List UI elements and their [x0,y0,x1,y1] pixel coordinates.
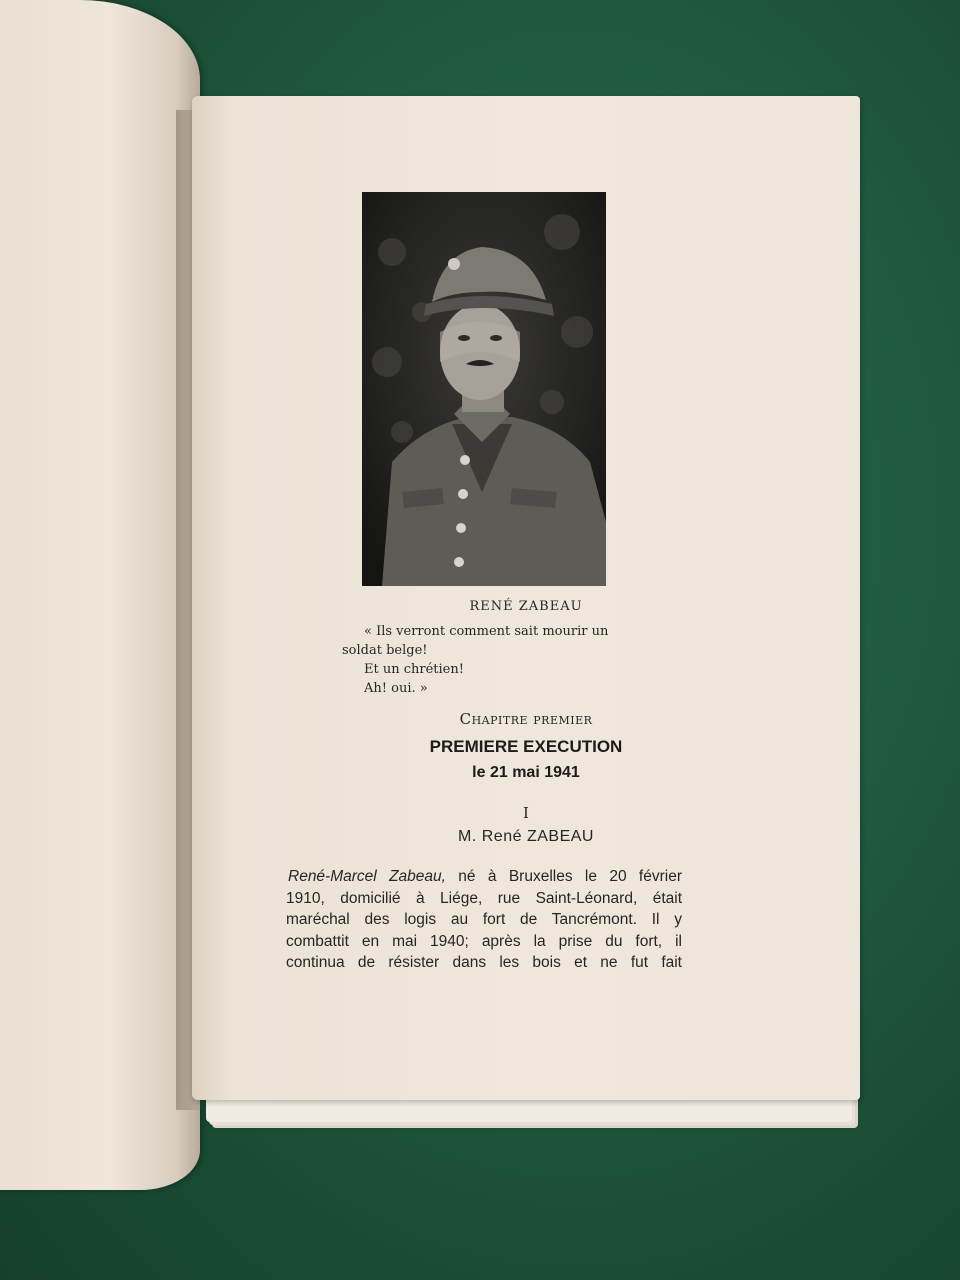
person-name: René-Marcel Zabeau, [288,868,446,885]
section-title: M. René ZABEAU [458,828,594,845]
quote-line: Et un chrétien! [364,662,464,677]
body-line [286,866,682,888]
body-line-text: né à Bruxelles le 20 février [445,868,682,885]
body-line: 1910, domicilié à Liége, rue Saint-Léonard, était [286,889,682,907]
soldier-portrait-image [362,192,606,586]
body-line: continua de résister dans les bois et ne fut fait [286,954,682,971]
left-page [0,0,200,1190]
photo-caption-quote [342,622,632,698]
quote-line: soldat belge! [342,643,428,658]
body-paragraph [286,866,682,974]
chapter-title: PREMIERE EXECUTION [429,737,623,756]
quote-line: « Ils verront comment sait mourir un [364,624,609,639]
chapter-label: Chapitre premier [459,710,593,728]
quote-line: Ah! oui. » [364,681,428,696]
section-number: I [523,804,529,822]
chapter-date: le 21 mai 1941 [472,764,580,781]
right-page [192,96,860,1100]
photo-caption-name: RENÉ ZABEAU [469,599,583,614]
portrait-photo [362,192,606,586]
body-line: combattit en mai 1940; après la prise du fort, il [286,932,682,950]
body-line: maréchal des logis au fort de Tancrémont. Il y [286,911,682,928]
